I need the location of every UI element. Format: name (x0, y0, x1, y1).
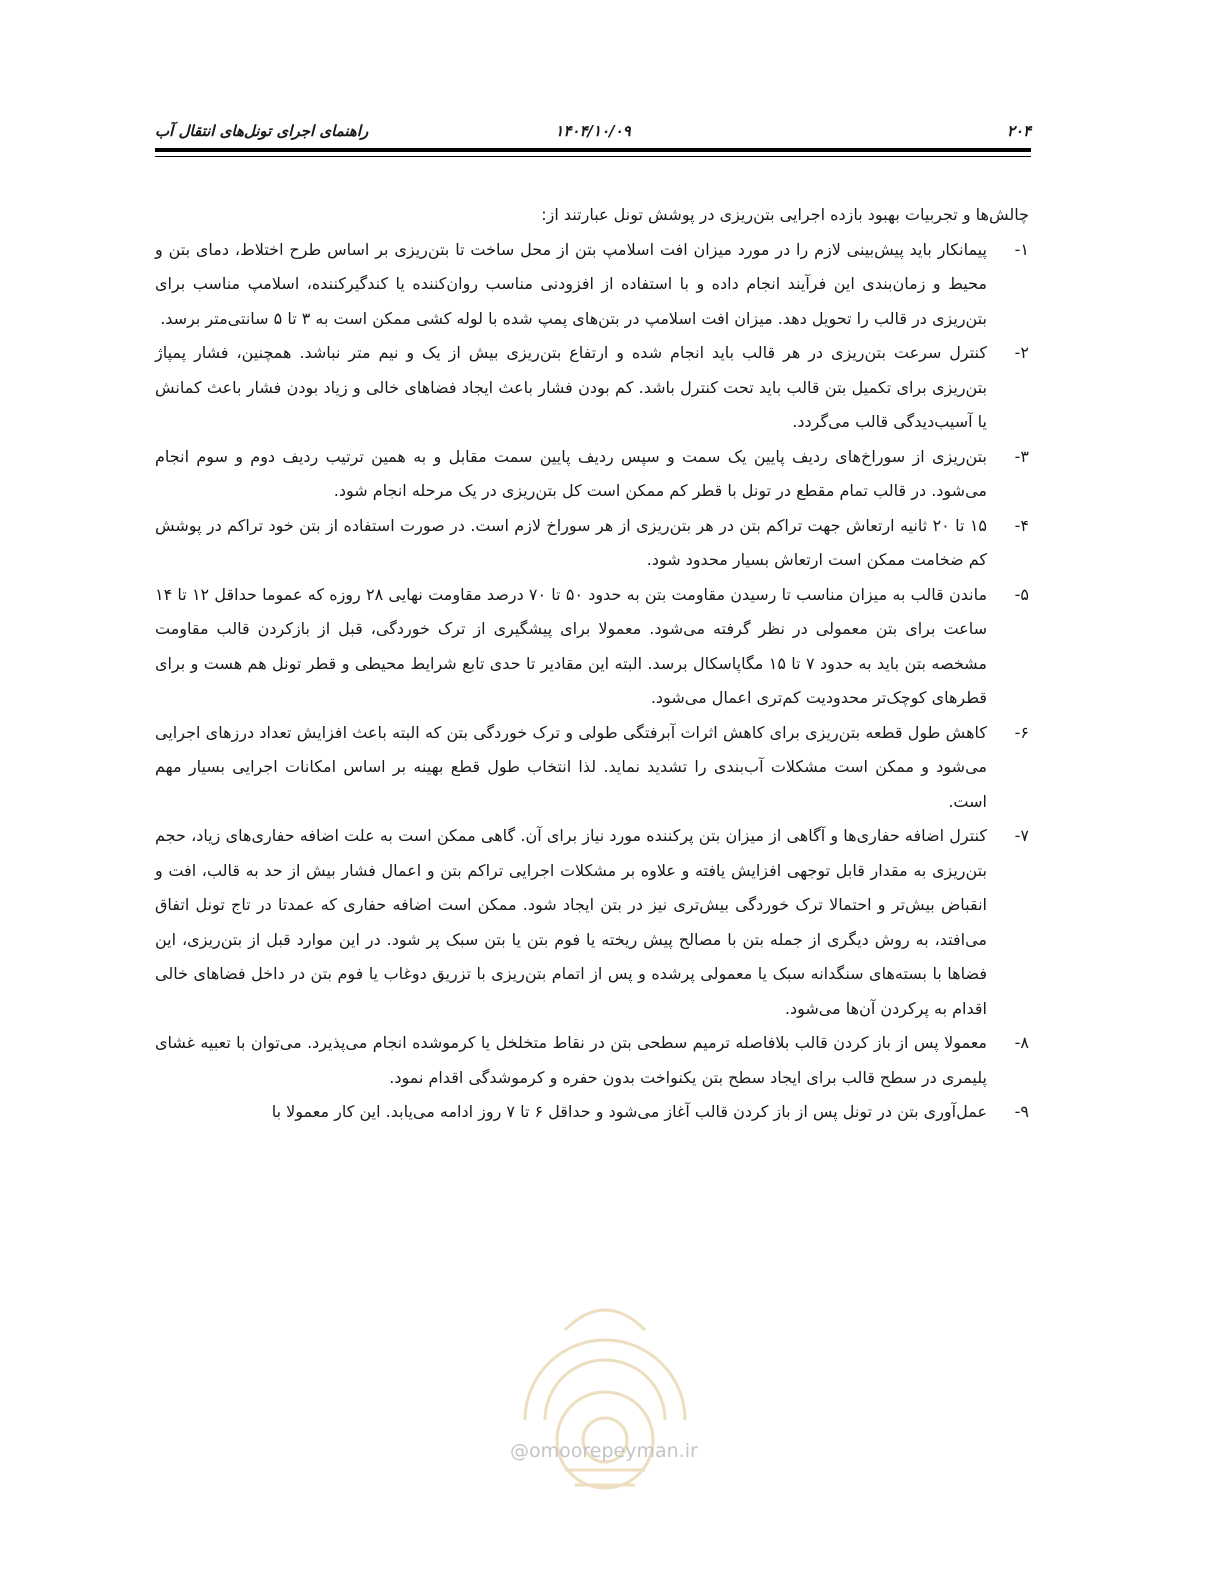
list-item-text: ۱۵ تا ۲۰ ثانیه ارتعاش جهت تراکم بتن در هر بتن‌ریزی از هر سوراخ لازم است. در صورت استفاده از بتن خود تراکم در پوشش کم ضخامت ممکن است ارتعاش بسیار محدود شود. (155, 515, 988, 569)
list-item-number: ۷- (1014, 826, 1029, 845)
list-item-number: ۴- (1014, 515, 1029, 535)
list-item (155, 578, 1031, 716)
watermark-url: @omoorepeyman.ir (510, 1440, 698, 1462)
list-item-text: کنترل سرعت بتن‌ریزی در هر قالب باید انجام شده و ارتفاع بتن‌ریزی بیش از یک و نیم متر نباشد. همچنین، فشار پمپاژ بتن‌ریزی برای تکمیل بتن قالب باید تحت کنترل باشد. کم بودن فشار باعث ایجاد فضاهای خالی و زیاد بودن فشار باعث کمانش یا آسیب‌دیدگی قالب می‌گردد. (155, 343, 987, 431)
list-item-number: ۱- (1014, 239, 1029, 259)
list-item (155, 716, 1031, 820)
list-item-text: معمولا پس از باز کردن قالب بلافاصله ترمیم سطحی بتن در نقاط متخلخل یا کرموشده انجام می‌پذیرد. می‌توان با تعبیه غشای پلیمری در سطح قالب برای ایجاد سطح بتن یکنواخت بدون حفره و کرموشدگی اقدام نمود. (155, 1033, 987, 1087)
book-title: راهنمای اجرای تونل‌های انتقال آب (155, 122, 369, 140)
numbered-list (155, 233, 1031, 1130)
page-header (155, 118, 1031, 152)
list-item-number: ۸- (1014, 1033, 1029, 1052)
document-page (155, 118, 1031, 1130)
list-item-text: ماندن قالب به میزان مناسب تا رسیدن مقاومت بتن به حدود ۵۰ تا ۷۰ درصد مقاومت نهایی ۲۸ روزه که عموما حداقل ۱۲ تا ۱۴ ساعت برای بتن معمولی در نظر گرفته می‌شود. معمولا برای پیشگیری از ترک خوردگی، قبل از بازکردن قالب مقاومت مشخصه بتن باید به حدود ۷ تا ۱۵ مگاپاسکال برسد. البته این مقادیر تا حدی تابع شرایط محیطی و قطر تونل هم هست و برای قطرهای کوچک‌تر محدودیت کم‌تری اعمال می‌شود. (155, 584, 988, 707)
list-item-number: ۹- (1014, 1102, 1029, 1121)
list-item-number: ۶- (1014, 722, 1029, 742)
list-item (155, 509, 1031, 578)
list-item-text: پیمانکار باید پیش‌بینی لازم را در مورد میزان افت اسلامپ بتن از محل ساخت تا بتن‌ریزی بر اساس طرح اختلاط، دمای بتن و محیط و زمان‌بندی این فرآیند انجام داده و با استفاده از افزودنی مناسب روان‌کننده یا کندگیرکننده، اسلامپ مناسب برای بتن‌ریزی در قالب را تحویل دهد. میزان افت اسلامپ در بتن‌های پمپ شده با لوله کشی ممکن است به ۳ تا ۵ سانتی‌متر برسد. (155, 239, 987, 328)
list-item (155, 440, 1031, 509)
list-item-text: بتن‌ریزی از سوراخ‌های ردیف پایین یک سمت و سپس ردیف پایین سمت مقابل و به همین ترتیب ردیف دوم و سوم انجام می‌شود. در قالب تمام مقطع در تونل با قطر کم ممکن است کل بتن‌ریزی در یک مرحله انجام شود. (155, 446, 987, 500)
list-item (155, 819, 1031, 1026)
list-item (155, 1026, 1031, 1095)
list-item-number: ۲- (1014, 343, 1029, 362)
intro-paragraph: چالش‌ها و تجربیات بهبود بازده اجرایی بتن‌ریزی در پوشش تونل عبارتند از: (541, 205, 1029, 224)
list-item-number: ۳- (1014, 446, 1029, 466)
page-body (155, 198, 1031, 1130)
list-item (155, 336, 1031, 440)
list-item (155, 233, 1031, 337)
list-item-text: کنترل اضافه حفاری‌ها و آگاهی از میزان بتن پرکننده مورد نیاز برای آن. گاهی ممکن است به علت اضافه حفاری‌های زیاد، حجم بتن‌ریزی به مقدار قابل توجهی افزایش یافته و علاوه بر مشکلات اجرایی تراکم بتن و اعمال فشار بیش از حد به قالب، افت و انقباض بیش‌تر و احتمالا ترک خوردگی بیش‌تری نیز در بتن ایجاد شود. ممکن است اضافه حفاری که عمدتا در تاج تونل اتفاق می‌افتد، به روش دیگری از جمله بتن با مصالح پیش ریخته یا فوم بتن یا بتن سبک پر شود. در این موارد قبل از بتن‌ریزی، این فضاها با بسته‌های سنگدانه سبک یا معمولی پرشده و پس از اتمام بتن‌ریزی با تزریق دوغاب یا فوم بتن در داخل فضاهای خالی اقدام به پرکردن آن‌ها می‌شود. (155, 826, 987, 1018)
watermark-logo (505, 1270, 705, 1500)
list-item (155, 1095, 1031, 1130)
header-date: ۱۴۰۴/۱۰/۰۹ (555, 122, 631, 140)
page-number: ۲۰۴ (1006, 122, 1031, 140)
list-item-number: ۵- (1014, 584, 1029, 604)
list-item-text: عمل‌آوری بتن در تونل پس از باز کردن قالب آغاز می‌شود و حداقل ۶ تا ۷ روز ادامه می‌یابد. این کار معمولا با (271, 1102, 987, 1121)
list-item-text: کاهش طول قطعه بتن‌ریزی برای کاهش اثرات آبرفتگی طولی و ترک خوردگی بتن که البته باعث افزایش تعداد درزهای اجرایی می‌شود و ممکن است مشکلات آب‌بندی را تشدید نماید. لذا انتخاب طول قطع بهینه بر اساس امکانات اجرایی بسیار مهم است. (155, 722, 987, 811)
